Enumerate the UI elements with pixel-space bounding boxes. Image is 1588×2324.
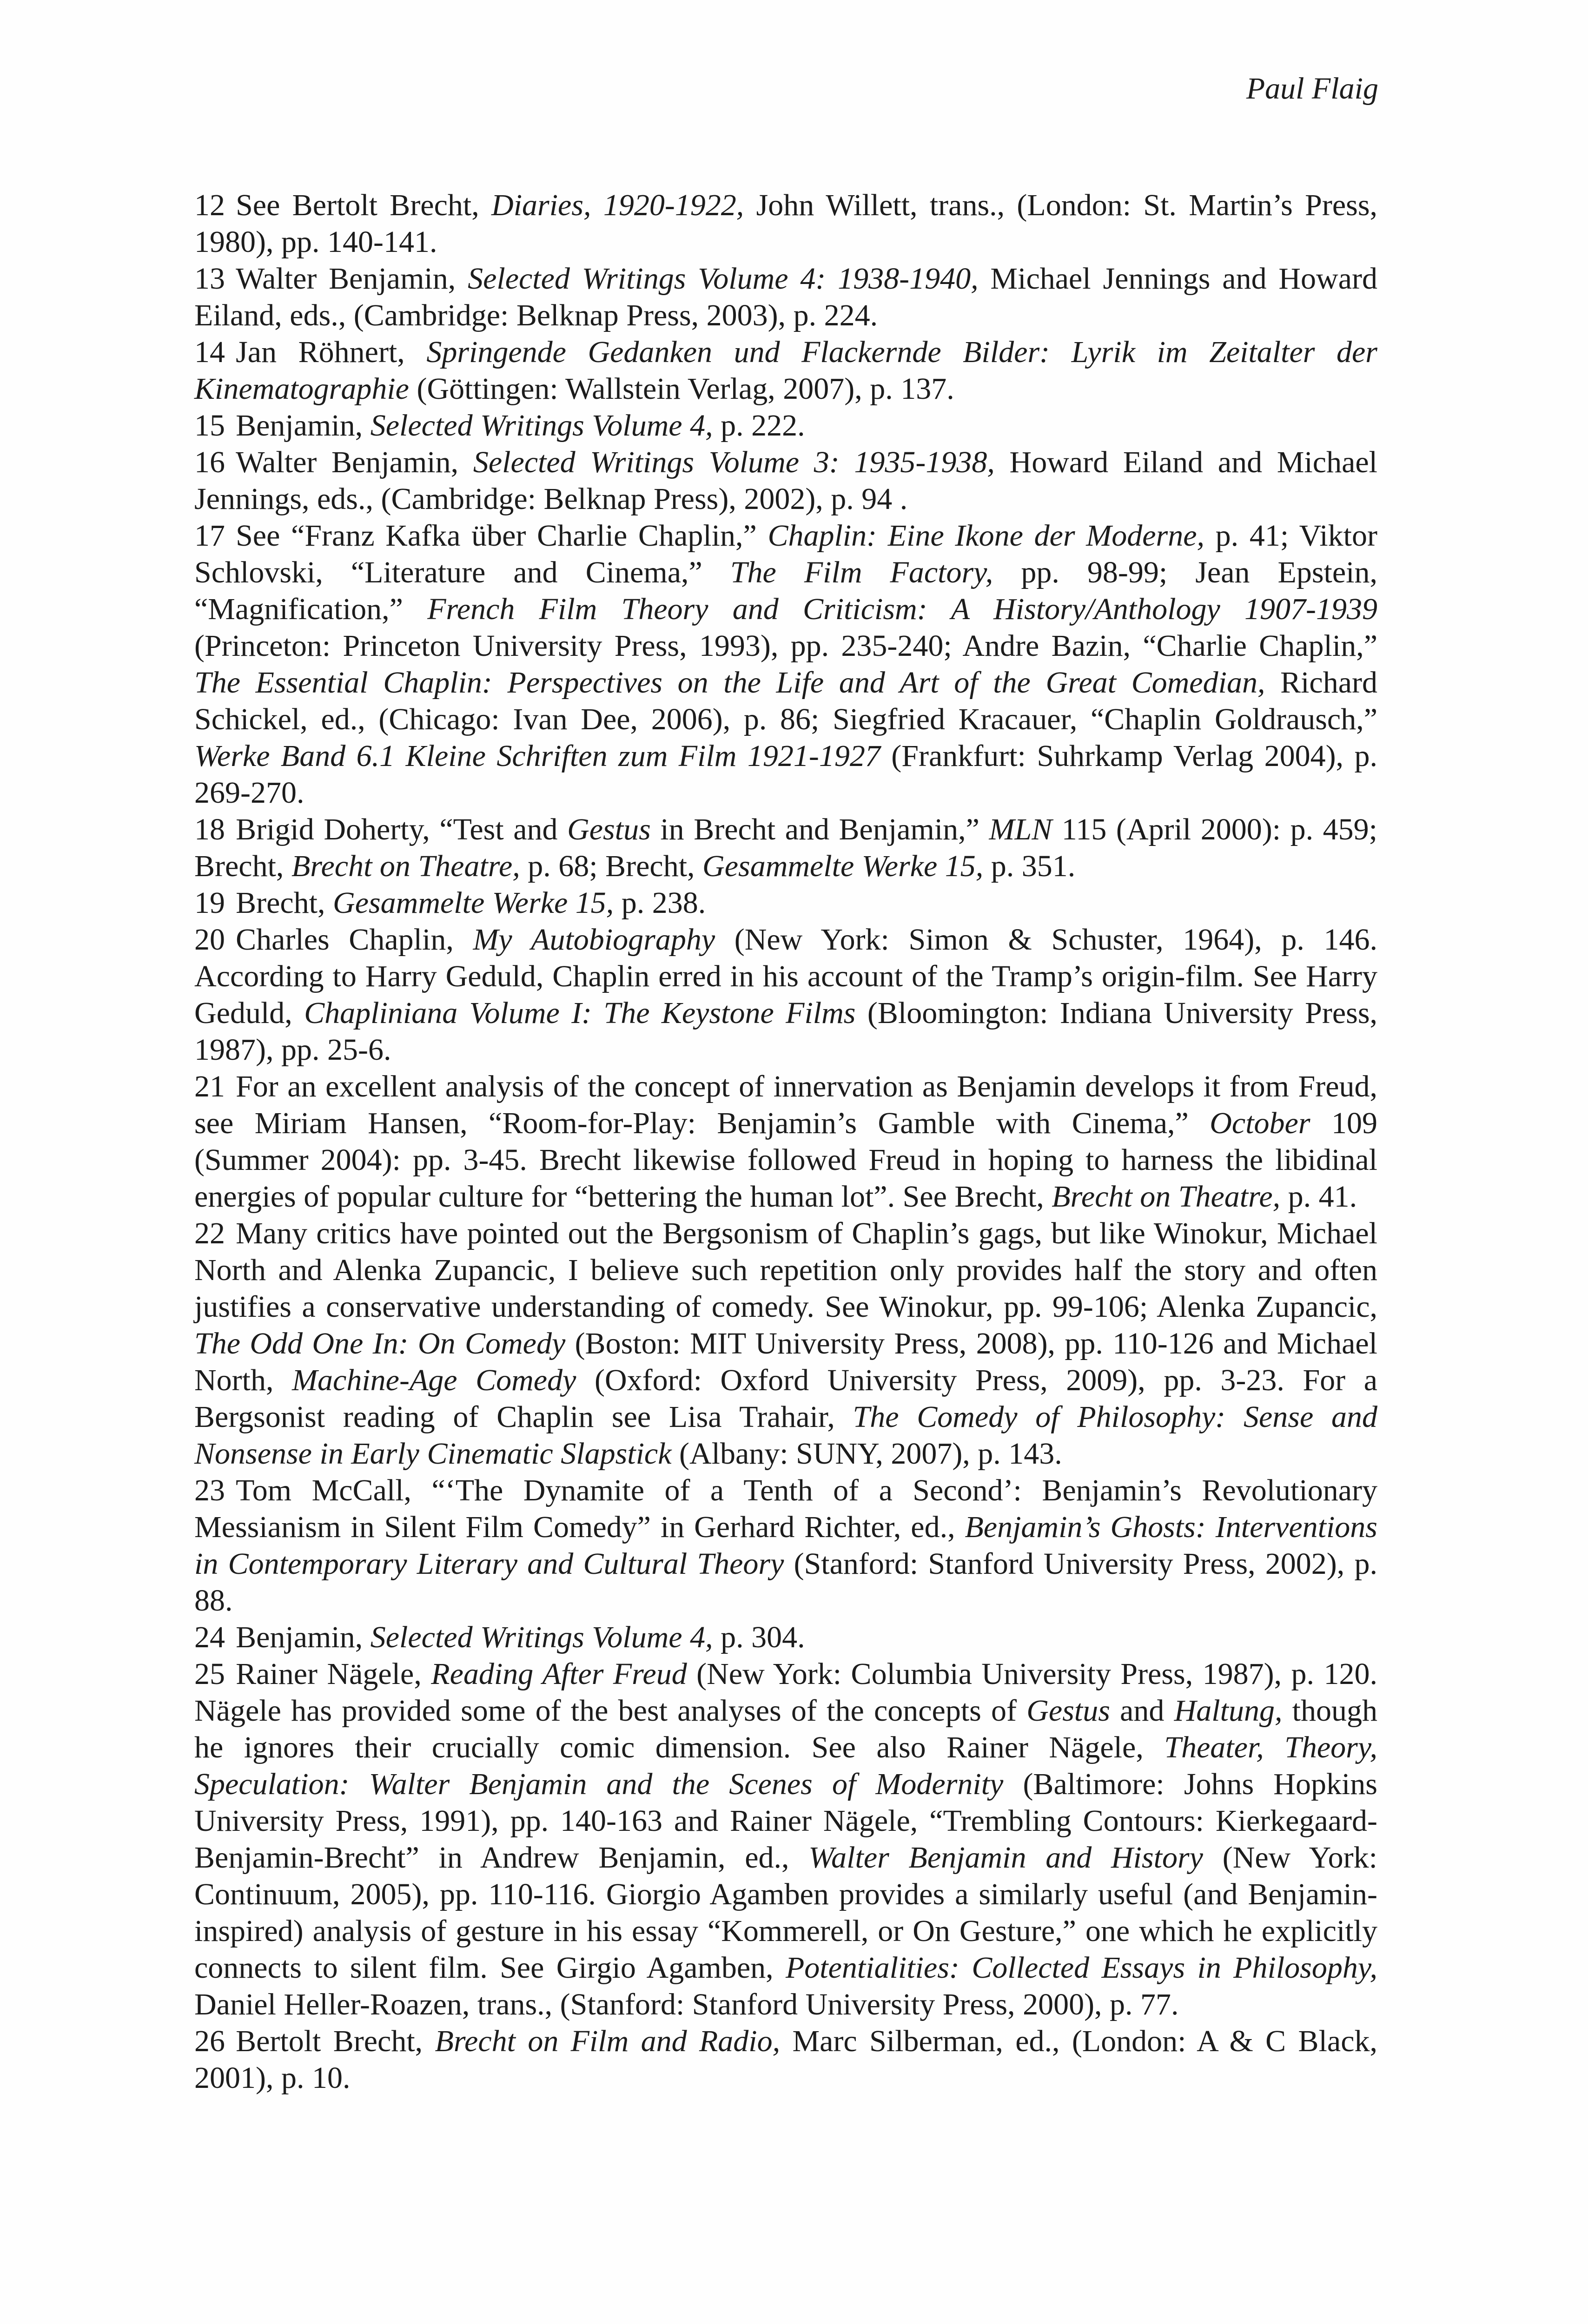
- endnote-text: Brecht,: [236, 886, 333, 920]
- endnote-text: p. 68; Brecht,: [520, 849, 703, 883]
- endnote-text: Rainer Nägele,: [236, 1657, 431, 1691]
- endnote: [194, 1068, 1377, 1215]
- endnote-text: p. 304.: [713, 1620, 805, 1654]
- endnote-text: For an excellent analysis of the concept of innervation as Benjamin develops it from Freud, see Miriam Hansen, “Room-for-Play: Benjamin’s Gamble with Cinema,”: [194, 1070, 1377, 1140]
- running-head-author: Paul Flaig: [1246, 72, 1378, 106]
- endnote-text: Benjamin,: [236, 1620, 371, 1654]
- endnote-title: Diaries, 1920-1922,: [491, 188, 744, 222]
- endnote: [194, 2023, 1377, 2096]
- endnote: [194, 811, 1377, 885]
- endnote-text: (Albany: SUNY, 2007), p. 143.: [671, 1437, 1062, 1471]
- endnote: [194, 885, 1377, 921]
- endnote: [194, 1472, 1377, 1619]
- endnote-text: Howard Eiland and Michael Jennings, eds., (Cambridge: Belknap Press), 2002), p. 94 .: [194, 445, 1377, 516]
- endnote-text: See “Franz Kafka über Charlie Chaplin,”: [236, 519, 768, 553]
- endnote-title: Potentialities: Collected Essays in Philosophy,: [785, 1951, 1377, 1985]
- endnote-number: 23: [194, 1473, 225, 1507]
- endnote-text: (New York: Simon & Schuster, 1964), p. 146. According to Harry Geduld, Chaplin erred in his account of the Tramp’s origin-film. See Harry Geduld,: [194, 923, 1377, 1030]
- endnote-number: 15: [194, 409, 225, 442]
- endnote-number: 16: [194, 445, 225, 479]
- endnote-title: MLN: [989, 812, 1052, 846]
- endnote-text: Charles Chaplin,: [236, 923, 473, 957]
- endnote-title: Springende Gedanken und Flackernde Bilder: Lyrik im Zeitalter der Kinematographie: [194, 335, 1377, 406]
- endnote-title: Machine-Age Comedy: [292, 1363, 576, 1397]
- endnote-title: Reading After Freud: [431, 1657, 687, 1691]
- endnote-text: p. 238.: [614, 886, 706, 920]
- endnote-title: Brecht on Film and Radio,: [435, 2024, 781, 2058]
- endnote-title: My Autobiography: [473, 923, 715, 957]
- endnote-text: (Princeton: Princeton University Press, 1993), pp. 235-240; Andre Bazin, “Charlie Chaplin,”: [194, 629, 1377, 663]
- endnote-text: Walter Benjamin,: [236, 262, 468, 296]
- endnote-title: Chapliniana Volume I: The Keystone Films: [304, 996, 856, 1030]
- endnote-text: See Bertolt Brecht,: [236, 188, 492, 222]
- endnote-title: Brecht on Theatre,: [291, 849, 520, 883]
- endnote-text: pp. 98-99; Jean Epstein, “Magnification,”: [194, 555, 1377, 626]
- endnote-title: Walter Benjamin and History: [808, 1841, 1203, 1875]
- endnote-number: 20: [194, 923, 225, 957]
- endnote-text: p. 41; Viktor Schlovski, “Literature and Cinema,”: [194, 519, 1377, 589]
- endnote-text: (Baltimore: Johns Hopkins University Press, 1991), pp. 140-163 and Rainer Nägele, “Trembling Contours: Kierkegaard-Benjamin-Brecht” in Andrew Benjamin, ed.,: [194, 1767, 1377, 1875]
- endnote-number: 19: [194, 886, 225, 920]
- endnote-text: (Stanford: Stanford University Press, 2002), p. 88.: [194, 1547, 1377, 1618]
- endnote-title: Selected Writings Volume 4: 1938-1940,: [468, 262, 979, 296]
- endnote: [194, 517, 1377, 811]
- endnote-title: Gestus: [1026, 1694, 1110, 1728]
- endnote-title: Werke Band 6.1 Kleine Schriften zum Film 1921-1927: [194, 739, 880, 773]
- endnote-text: (Oxford: Oxford University Press, 2009), pp. 3-23. For a Bergsonist reading of Chaplin see Lisa Trahair,: [194, 1363, 1378, 1434]
- endnote-text: (Bloomington: Indiana University Press, 1987), pp. 25-6.: [194, 996, 1377, 1067]
- endnote: [194, 444, 1377, 517]
- endnote: [194, 1215, 1377, 1472]
- endnote-number: 22: [194, 1216, 225, 1250]
- endnotes-list: [194, 187, 1377, 2096]
- endnote-number: 25: [194, 1657, 225, 1691]
- endnote-number: 18: [194, 812, 225, 846]
- endnote: [194, 1656, 1377, 2023]
- endnote-text: Jan Röhnert,: [236, 335, 427, 369]
- endnote-number: 17: [194, 519, 225, 553]
- endnote-title: Theater, Theory, Speculation: Walter Benjamin and the Scenes of Modernity: [194, 1730, 1377, 1801]
- endnote-text: p. 222.: [713, 409, 805, 442]
- endnote-text: John Willett, trans., (London: St. Martin’s Press, 1980), pp. 140-141.: [194, 188, 1378, 259]
- endnote-text: p. 41.: [1280, 1180, 1357, 1214]
- endnote-text: and: [1110, 1694, 1174, 1728]
- endnote-text: Tom McCall, “‘The Dynamite of a Tenth of a Second’: Benjamin’s Revolutionary Messianism in Silent Film Comedy” in Gerhard Richter, ed.,: [194, 1473, 1377, 1544]
- endnote-text: (New York: Columbia University Press, 1987), p. 120. Nägele has provided some of the best analyses of the concepts of: [194, 1657, 1377, 1728]
- endnote-text: p. 351.: [983, 849, 1076, 883]
- endnote-title: The Odd One In: On Comedy: [194, 1327, 566, 1360]
- endnote-text: in Brecht and Benjamin,”: [650, 812, 989, 846]
- endnote: [194, 1619, 1377, 1656]
- endnote-text: though he ignores their crucially comic dimension. See also Rainer Nägele,: [194, 1694, 1377, 1764]
- endnote-text: Walter Benjamin,: [236, 445, 473, 479]
- endnote-text: Daniel Heller-Roazen, trans., (Stanford: Stanford University Press, 2000), p. 77.: [194, 1987, 1179, 2021]
- endnote-number: 14: [194, 335, 225, 369]
- endnote-text: (Frankfurt: Suhrkamp Verlag 2004), p. 269-270.: [194, 739, 1377, 810]
- endnote-text: Michael Jennings and Howard Eiland, eds., (Cambridge: Belknap Press, 2003), p. 224.: [194, 262, 1377, 332]
- endnote-text: Brigid Doherty, “Test and: [236, 812, 568, 846]
- endnote-title: The Essential Chaplin: Perspectives on the Life and Art of the Great Comedian,: [194, 666, 1265, 700]
- endnote-title: Selected Writings Volume 4,: [370, 1620, 713, 1654]
- endnote-title: Gestus: [567, 812, 651, 846]
- endnote: [194, 260, 1377, 334]
- endnote-title: Selected Writings Volume 4,: [370, 409, 713, 442]
- endnote-title: Benjamin’s Ghosts: Interventions in Contemporary Literary and Cultural Theory: [194, 1510, 1377, 1581]
- endnote-text: Many critics have pointed out the Bergsonism of Chaplin’s gags, but like Winokur, Michael North and Alenka Zupancic, I believe such repetition only provides half the story and often justifies a conservative understanding of comedy. See Winokur, pp. 99-106; Alenka Zupancic,: [194, 1216, 1377, 1324]
- endnote-title: Selected Writings Volume 3: 1935-1938,: [473, 445, 995, 479]
- endnote-title: Brecht on Theatre,: [1052, 1180, 1281, 1214]
- endnote: [194, 921, 1377, 1068]
- endnote-title: Gesammelte Werke 15,: [702, 849, 984, 883]
- endnote-number: 24: [194, 1620, 225, 1654]
- endnote-number: 26: [194, 2024, 225, 2058]
- endnote-text: Bertolt Brecht,: [236, 2024, 435, 2058]
- endnote-text: 109 (Summer 2004): pp. 3-45. Brecht likewise followed Freud in hoping to harness the libidinal energies of popular culture for “bettering the human lot”. See Brecht,: [194, 1106, 1378, 1214]
- endnote-title: October: [1210, 1106, 1310, 1140]
- endnote-text: Benjamin,: [236, 409, 371, 442]
- endnote-title: French Film Theory and Criticism: A History/Anthology 1907-1939: [427, 592, 1377, 626]
- endnote: [194, 334, 1377, 407]
- endnote-title: The Film Factory,: [730, 555, 993, 589]
- endnote-title: The Comedy of Philosophy: Sense and Nonsense in Early Cinematic Slapstick: [194, 1400, 1378, 1471]
- endnote-number: 12: [194, 188, 225, 222]
- endnote: [194, 187, 1377, 260]
- endnote-number: 13: [194, 262, 225, 296]
- endnote-text: Marc Silberman, ed., (London: A & C Black, 2001), p. 10.: [194, 2024, 1377, 2095]
- endnote-number: 21: [194, 1070, 225, 1103]
- endnote-text: Richard Schickel, ed., (Chicago: Ivan Dee, 2006), p. 86; Siegfried Kracauer, “Chaplin Goldrausch,”: [194, 666, 1377, 736]
- endnote-text: 115 (April 2000): p. 459; Brecht,: [194, 812, 1377, 883]
- endnote-title: Chaplin: Eine Ikone der Moderne,: [768, 519, 1205, 553]
- endnote-text: (New York: Continuum, 2005), pp. 110-116. Giorgio Agamben provides a similarly useful (and Benjamin-inspired) analysis of gesture in his essay “Kommerell, or On Gesture,” one which he explicitly connects to silent film. See Girgio Agamben,: [194, 1841, 1377, 1985]
- endnote: [194, 407, 1377, 444]
- endnote-title: Haltung,: [1174, 1694, 1283, 1728]
- endnote-text: (Boston: MIT University Press, 2008), pp. 110-126 and Michael North,: [194, 1327, 1377, 1397]
- endnote-text: (Göttingen: Wallstein Verlag, 2007), p. 137.: [409, 372, 954, 406]
- endnote-title: Gesammelte Werke 15,: [333, 886, 614, 920]
